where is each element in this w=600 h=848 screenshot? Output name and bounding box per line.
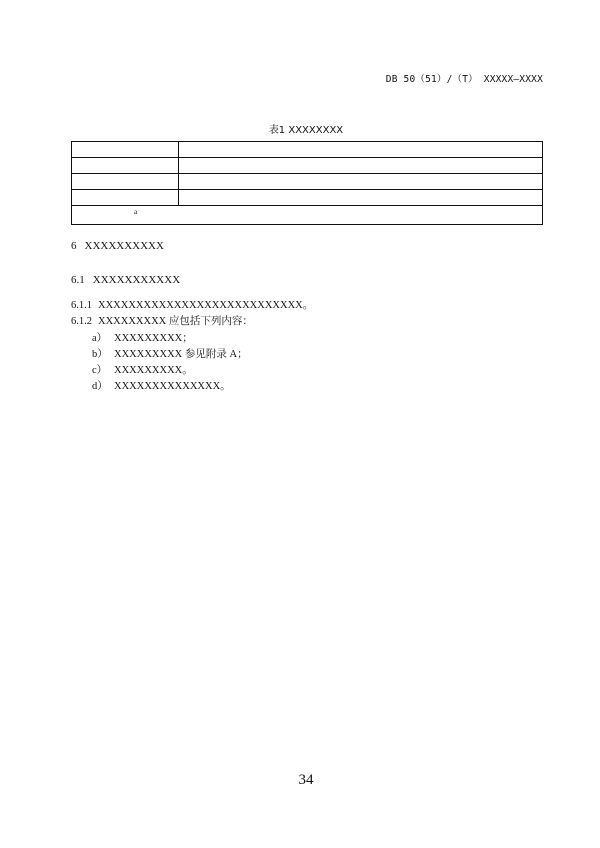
clause-text: XXXXXXXXX 应包括下列内容： xyxy=(98,316,253,327)
table-row xyxy=(72,142,542,158)
table-note-mark: a xyxy=(134,208,138,216)
section-heading-6-1 xyxy=(71,274,180,286)
list-marker: d） xyxy=(92,381,108,392)
data-table xyxy=(71,141,543,225)
section-title: XXXXXXXXXX xyxy=(84,240,164,252)
clause-number: 6.1.1 xyxy=(71,300,92,311)
list-text: XXXXXXXXX； xyxy=(114,333,193,344)
list-item xyxy=(92,362,193,377)
list-item xyxy=(92,378,231,393)
list-marker: a） xyxy=(92,333,108,344)
list-text: XXXXXXXXXXXXXX。 xyxy=(114,381,231,392)
table-note-row xyxy=(72,206,542,224)
column-divider xyxy=(178,142,179,157)
table-row xyxy=(72,174,542,190)
section-heading-6 xyxy=(71,240,164,252)
list-text: XXXXXXXXX 参见附录 A； xyxy=(114,349,248,360)
list-text: XXXXXXXXX。 xyxy=(114,365,193,376)
table-caption: 表1 XXXXXXXX xyxy=(268,125,344,136)
column-divider xyxy=(178,190,179,205)
section-number: 6 xyxy=(71,240,77,252)
table-row xyxy=(72,190,542,206)
column-divider xyxy=(178,174,179,189)
clause-text: XXXXXXXXXXXXXXXXXXXXXXXXXXX。 xyxy=(98,300,314,311)
list-marker: b） xyxy=(92,349,108,360)
list-item xyxy=(92,330,193,345)
column-divider xyxy=(178,158,179,173)
section-title: XXXXXXXXXXX xyxy=(92,274,181,286)
standard-code: DB 50（51）/（T） XXXXX—XXXX xyxy=(385,74,543,85)
page-number: 34 xyxy=(298,772,314,788)
clause-6-1-1 xyxy=(71,297,313,312)
clause-number: 6.1.2 xyxy=(71,316,92,327)
list-item xyxy=(92,346,248,361)
section-number: 6.1 xyxy=(71,274,85,286)
list-marker: c） xyxy=(92,365,108,376)
table-row xyxy=(72,158,542,174)
clause-6-1-2 xyxy=(71,313,253,328)
